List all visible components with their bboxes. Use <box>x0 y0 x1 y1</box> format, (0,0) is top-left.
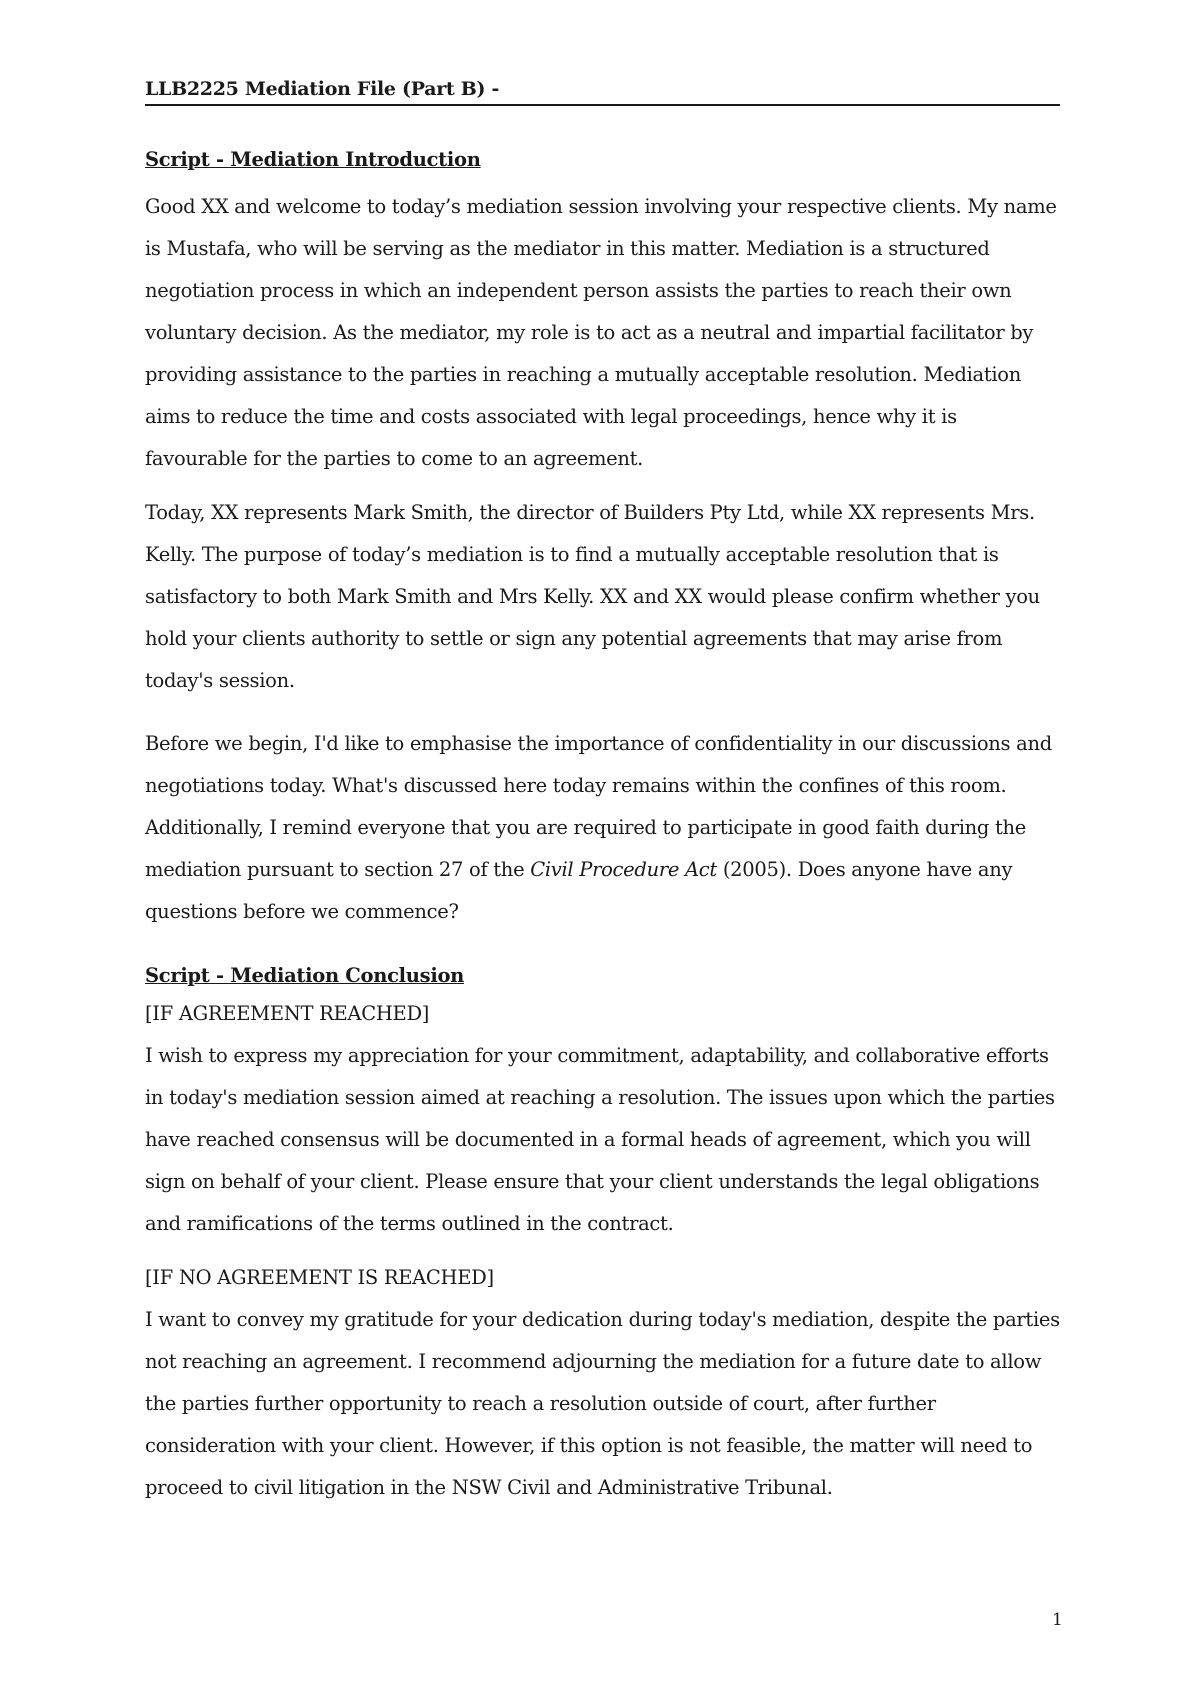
intro-paragraph-3-part-1: Before we begin, I'd like to emphasise the importance of confidentiality in our discussions and negotiations today. What's discussed here today remains within the confines of this room. Additionally, I remind everyone that you are required to participate in good faith during the mediation pursuant to section 27 of the <box>145 732 1052 881</box>
spacer <box>145 480 1065 492</box>
act-name: Civil Procedure Act <box>530 858 717 881</box>
no-agreement-tag: [IF NO AGREEMENT IS REACHED] <box>145 1266 494 1289</box>
agreement-reached-paragraph: I wish to express my appreciation for your commitment, adaptability, and collaborative efforts in today's mediation session aimed at reaching a resolution. The issues upon which the parties have reached consensus will be documented in a formal heads of agreement, which you will sign on behalf of your client. Please ensure that your client understands the legal obligations and ramifications of the terms outlined in the contract. <box>145 1044 1055 1235</box>
agreement-reached-tag: [IF AGREEMENT REACHED] <box>145 1002 430 1025</box>
no-agreement-paragraph: I want to convey my gratitude for your dedication during today's mediation, despite the parties not reaching an agreement. I recommend adjourning the mediation for a future date to allow the parties further opportunity to reach a resolution outside of court, after further consideration with your client. However, if this option is not feasible, the matter will need to proceed to civil litigation in the NSW Civil and Administrative Tribunal. <box>145 1308 1060 1499</box>
spacer <box>145 1245 1065 1257</box>
intro-paragraph-3 <box>145 723 1065 933</box>
intro-paragraph-2: Today, XX represents Mark Smith, the director of Builders Pty Ltd, while XX represents Mrs. Kelly. The purpose of today’s mediation is to find a mutually acceptable resolution that is satisfactory to both Mark Smith and Mrs Kelly. XX and XX would please confirm whether you hold your clients authority to settle or sign any potential agreements that may arise from today's session. <box>145 501 1040 692</box>
intro-paragraph-3-part-2: (2005). Does anyone have any questions before we commence? <box>145 858 1013 923</box>
spacer <box>145 933 1065 961</box>
intro-heading: Script - Mediation Introduction <box>145 148 481 171</box>
page-header <box>145 76 1060 106</box>
spacer <box>145 702 1065 723</box>
document-body <box>145 145 1065 1509</box>
conclusion-heading: Script - Mediation Conclusion <box>145 964 465 987</box>
header-title: LLB2225 Mediation File (Part B) - <box>145 78 500 100</box>
intro-paragraph-1: Good XX and welcome to today’s mediation session involving your respective clients. My name is Mustafa, who will be serving as the mediator in this matter. Mediation is a structured negotiation process in which an independent person assists the parties to reach their own voluntary decision. As the mediator, my role is to act as a neutral and impartial facilitator by providing assistance to the parties in reaching a mutually acceptable resolution. Mediation aims to reduce the time and costs associated with legal proceedings, hence why it is favourable for the parties to come to an agreement. <box>145 195 1057 470</box>
page-number: 1 <box>1052 1610 1063 1630</box>
